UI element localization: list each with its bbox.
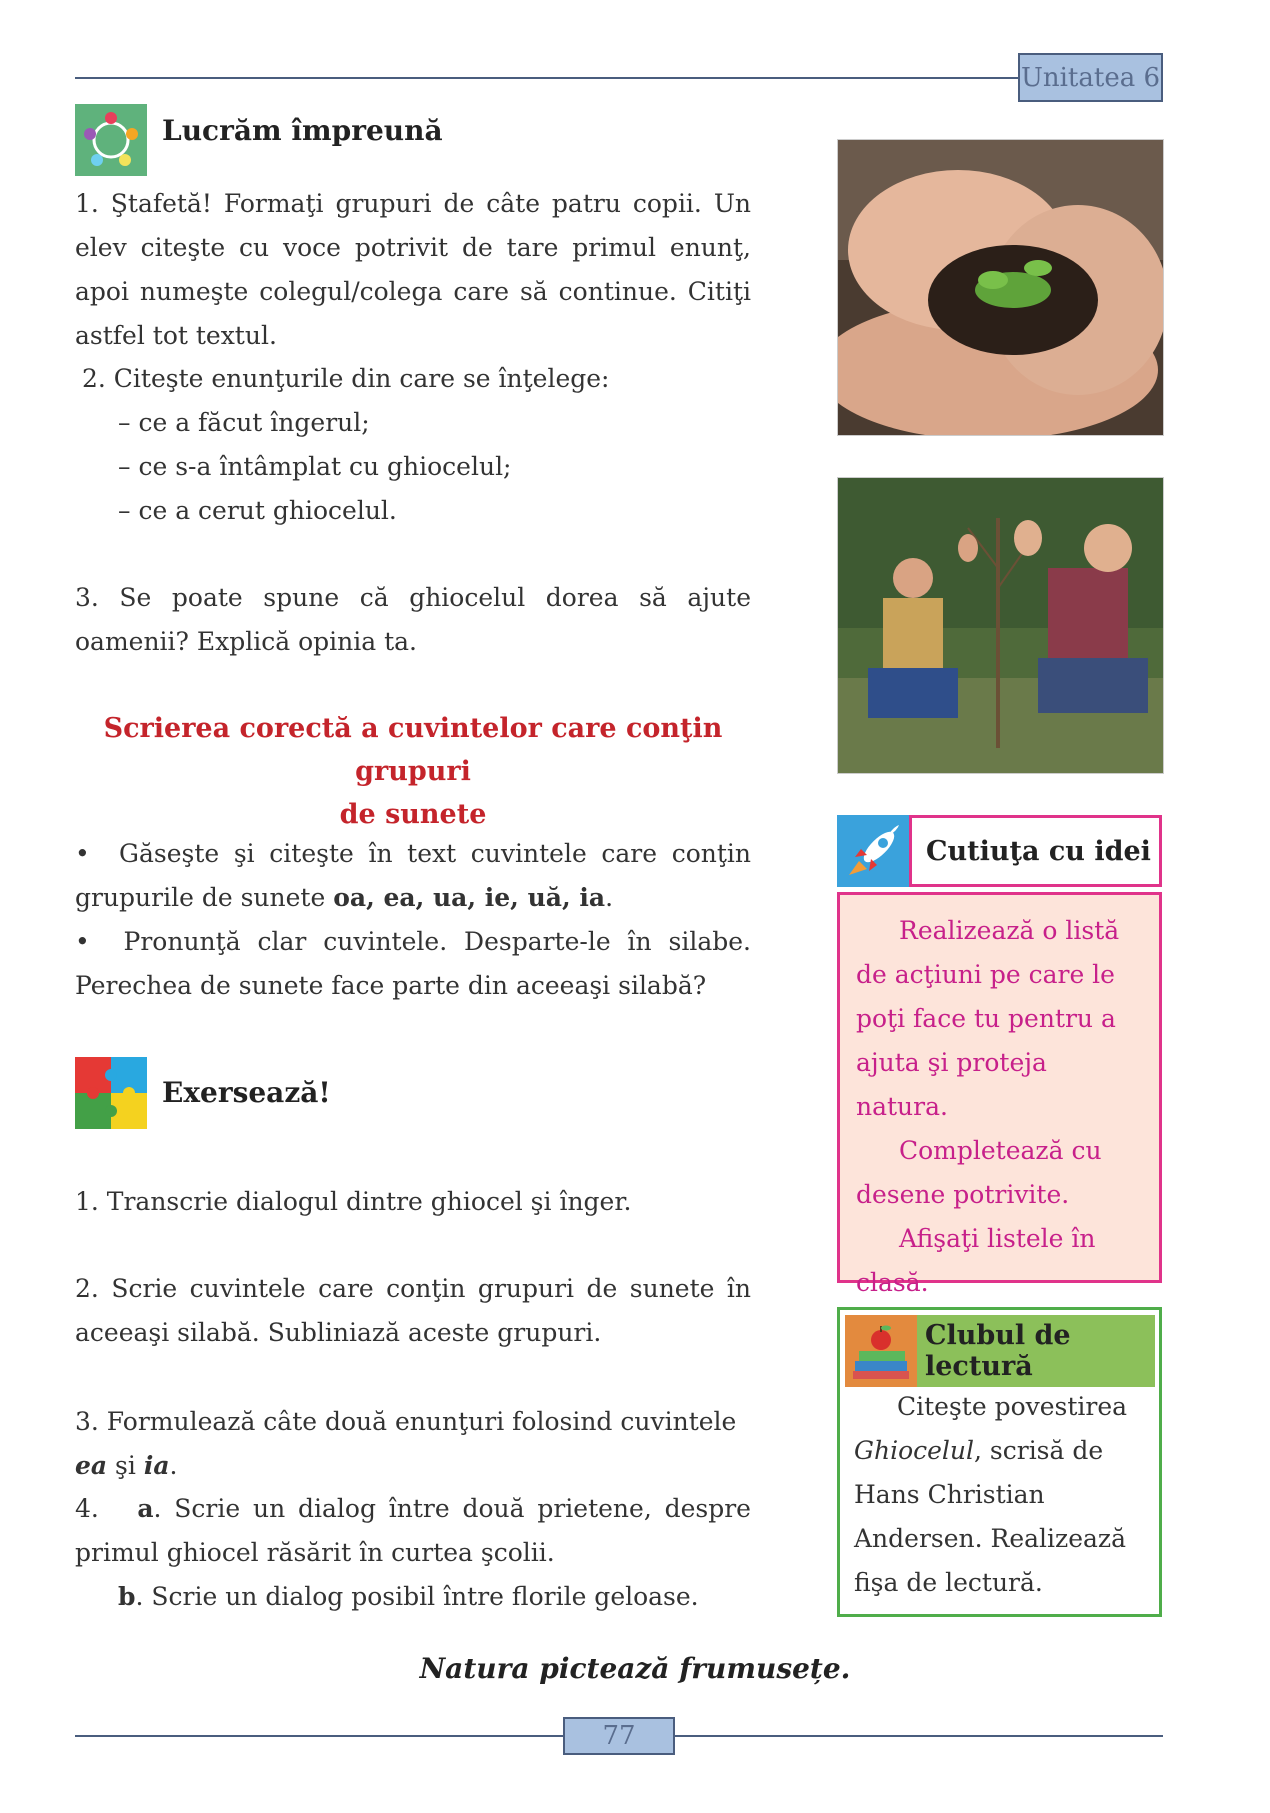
lucram-item-1: 1. Ştafetă! Formaţi grupuri de câte patru copii. Un elev citeşte cu voce potrivit de tare primul enunţ, apoi numeşte colegul/colega care să continue. Citiţi astfel tot textul. — [75, 189, 751, 350]
header-rule — [75, 77, 1018, 79]
list-item: – ce a cerut ghiocelul. — [118, 496, 397, 525]
cutiuta-box — [837, 892, 1162, 1297]
scriere-title-line-2: de sunete — [339, 799, 487, 830]
scriere-bullets — [75, 832, 751, 1008]
bullet-icon: • — [75, 839, 90, 868]
lucram-item-2-intro: 2. Citeşte enunţurile din care se înţelege: — [82, 364, 610, 393]
team-circle-icon — [75, 104, 147, 176]
list-item: – ce s-a întâmplat cu ghiocelul; — [118, 452, 512, 481]
clubul-header — [845, 1315, 1155, 1387]
cutiuta-paragraph-3: Afişaţi listele în clasă. — [856, 1224, 1096, 1297]
hands-seedling-photo — [837, 139, 1164, 436]
list-item: • Pronunţă clar cuvintele. Desparte-le în silabe. Perechea de sunete face parte din aceeaşi silabă? — [75, 927, 751, 1000]
scriere-title — [75, 707, 751, 836]
ex-4b: b. Scrie un dialog posibil între florile geloase. — [118, 1582, 699, 1611]
list-item: – ce a făcut îngerul; — [118, 408, 370, 437]
clubul-text: Citeşte povestirea Ghiocelul, scrisă de Hans Christian Andersen. Realizează fişa de lectură. — [854, 1392, 1128, 1597]
puzzle-icon — [75, 1057, 147, 1129]
exerseaza-title: Exersează! — [162, 1076, 331, 1109]
clubul-title: Clubul de lectură — [925, 1320, 1071, 1382]
unit-label: Unitatea 6 — [1018, 53, 1163, 102]
ex-4a: 4. a. Scrie un dialog între două prietene, despre primul ghiocel răsărit în curtea şcolii. — [75, 1494, 751, 1567]
ex-2: 2. Scrie cuvintele care conţin grupuri de sunete în aceeaşi silabă. Subliniază aceste grupuri. — [75, 1274, 751, 1347]
lucram-item-2-list — [118, 401, 511, 533]
motto: Natura pictează frumusețe. — [419, 1652, 851, 1685]
footer-rule-right — [675, 1735, 1163, 1737]
list-item: • Găseşte şi citeşte în text cuvintele care conţin grupurile de sunete oa, ea, ua, ie, uă, ia. — [75, 839, 751, 912]
boy-man-tree-photo — [837, 477, 1164, 774]
rocket-icon — [837, 815, 909, 887]
cutiuta-paragraph-1: Realizează o listă de acţiuni pe care le poţi face tu pentru a ajuta şi proteja natura. — [856, 916, 1120, 1121]
cutiuta-title: Cutiuţa cu idei — [909, 815, 1162, 887]
footer-rule-left — [75, 1735, 563, 1737]
page-number: 77 — [563, 1717, 675, 1755]
ex-1: 1. Transcrie dialogul dintre ghiocel şi înger. — [75, 1187, 632, 1216]
bullet-icon: • — [75, 927, 90, 956]
books-apple-icon — [845, 1315, 917, 1387]
cutiuta-paragraph-2: Completează cu desene potrivite. — [856, 1136, 1102, 1209]
cutiuta-header — [837, 815, 1162, 887]
clubul-box — [837, 1307, 1162, 1617]
scriere-title-line-1: Scrierea corectă a cuvintelor care conţin grupuri — [103, 713, 723, 787]
lucram-title: Lucrăm împreună — [162, 114, 443, 147]
ex-3: 3. Formulează câte două enunţuri folosind cuvintele ea şi ia. — [75, 1407, 737, 1480]
book-title: Ghiocelul — [854, 1436, 975, 1465]
lucram-item-3: 3. Se poate spune că ghiocelul dorea să ajute oamenii? Explică opinia ta. — [75, 583, 751, 656]
